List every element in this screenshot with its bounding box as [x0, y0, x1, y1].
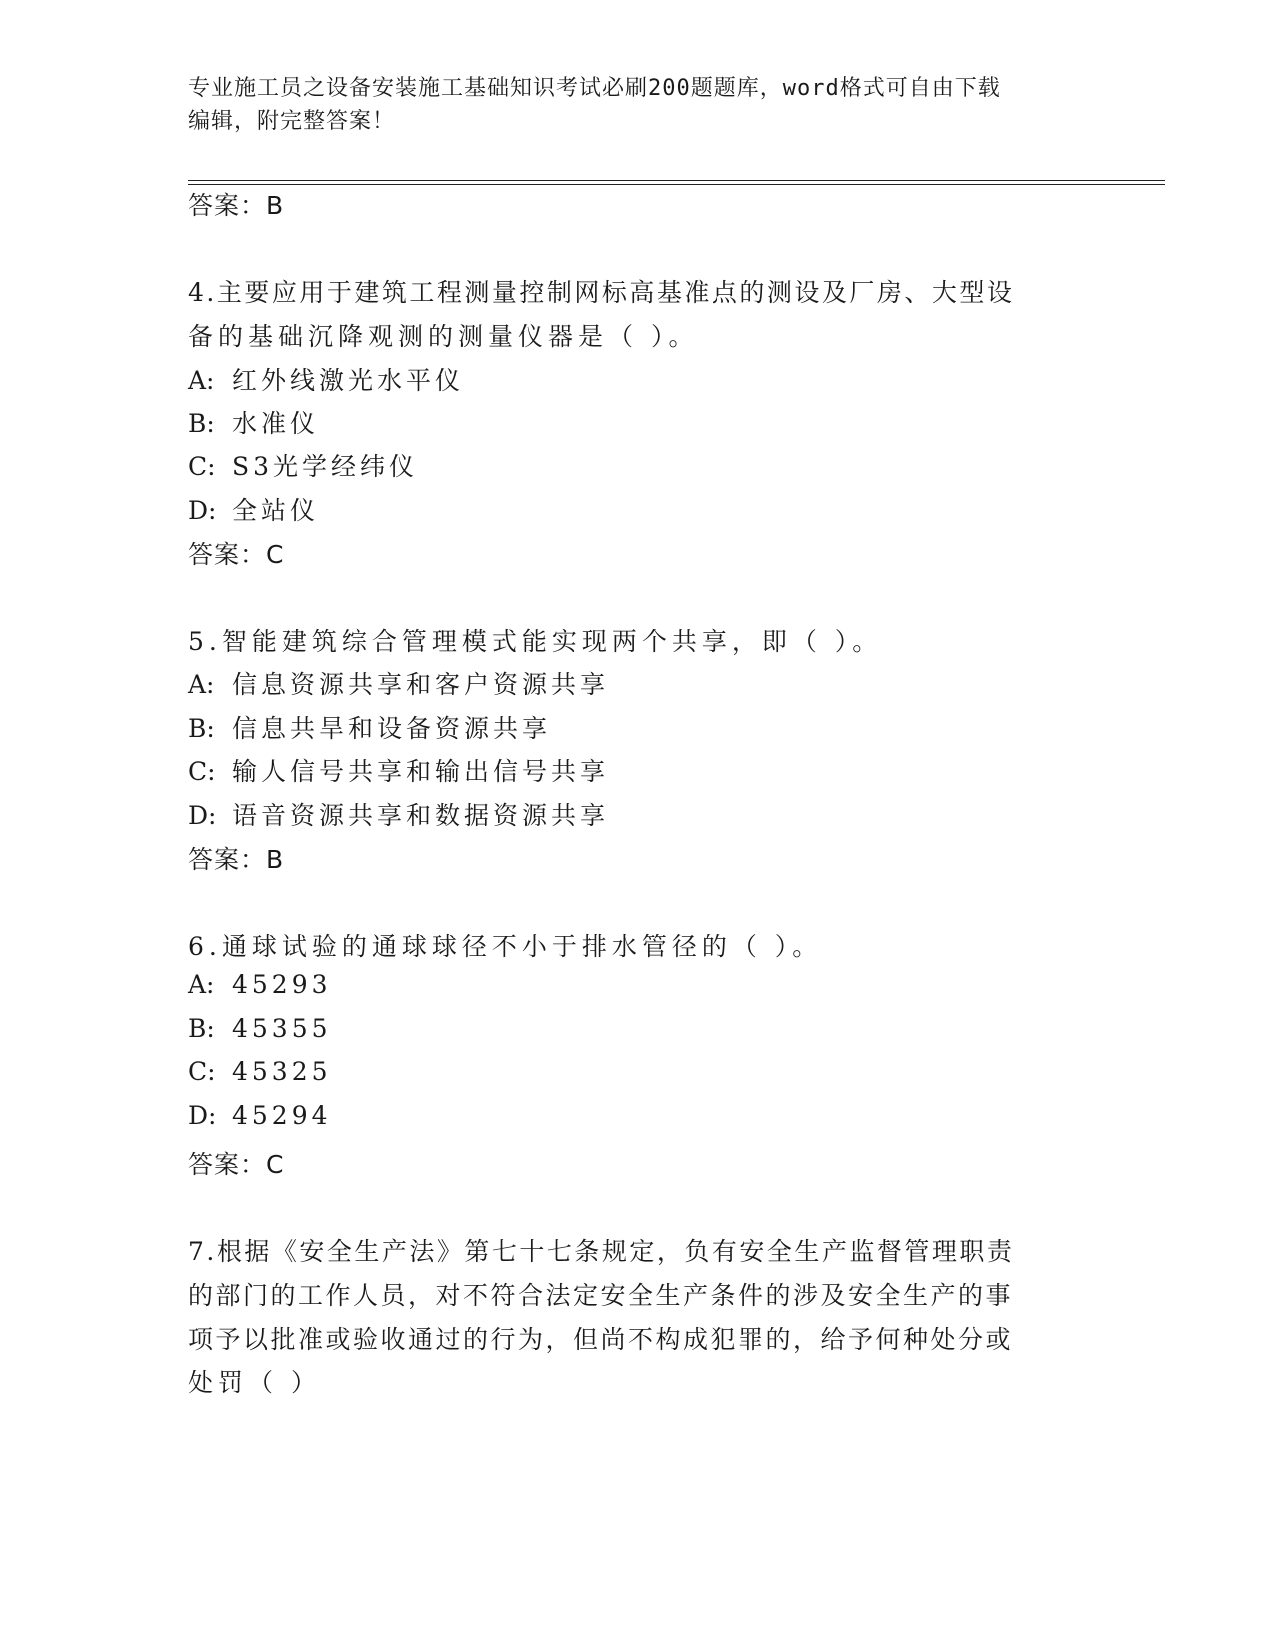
document-header — [188, 72, 1088, 138]
option-text: 45293 — [232, 970, 332, 999]
question-6-option-d — [188, 1101, 332, 1130]
option-key: B: — [188, 409, 215, 438]
question-4-line-1: 4.主要应用于建筑工程测量控制网标高基准点的测设及厂房、大型设 — [188, 278, 1015, 307]
answer-6: 答案：C — [188, 1150, 285, 1179]
question-4-line-2: 备的基础沉降观测的测量仪器是（ ）。 — [188, 322, 699, 351]
option-key: A: — [188, 670, 215, 699]
question-5-option-c — [188, 752, 609, 788]
option-text: S3光学经纬仪 — [232, 452, 419, 481]
question-4-option-b — [188, 404, 319, 440]
option-key: A: — [188, 366, 215, 395]
option-key: D: — [188, 1101, 217, 1130]
option-key: A: — [188, 970, 215, 999]
option-key: B: — [188, 1014, 215, 1043]
question-6-option-c — [188, 1057, 332, 1086]
question-4-option-a — [188, 361, 464, 397]
question-5-option-b — [188, 709, 551, 745]
option-text: 红外线激光水平仪 — [232, 366, 465, 395]
option-key: D: — [188, 496, 217, 525]
option-key: C: — [188, 1057, 216, 1086]
answer-3: 答案：B — [188, 191, 285, 220]
answer-4: 答案：C — [188, 540, 285, 569]
question-6-option-b — [188, 1014, 332, 1043]
option-text: 输人信号共享和输出信号共享 — [232, 757, 610, 786]
question-7-line-1: 7.根据《安全生产法》第七十七条规定，负有安全生产监督管理职责 — [188, 1237, 1015, 1266]
option-text: 水准仪 — [232, 409, 320, 438]
question-7-line-3: 项予以批准或验收通过的行为，但尚不构成犯罪的，给予何种处分或 — [188, 1325, 1014, 1354]
question-6-option-a — [188, 970, 332, 999]
header-divider — [188, 180, 1165, 185]
question-7-line-2: 的部门的工作人员，对不符合法定安全生产条件的涉及安全生产的事 — [188, 1281, 1014, 1310]
question-4-option-d — [188, 491, 319, 527]
option-text: 45355 — [232, 1014, 332, 1043]
option-key: B: — [188, 714, 215, 743]
option-text: 语音资源共享和数据资源共享 — [232, 801, 610, 830]
question-5-option-a — [188, 665, 609, 701]
question-7-line-4: 处罚（ ） — [188, 1368, 321, 1397]
option-key: C: — [188, 452, 216, 481]
option-text: 45325 — [232, 1057, 332, 1086]
header-title-line-2: 编辑，附完整答案！ — [188, 109, 396, 134]
option-text: 信息资源共享和客户资源共享 — [232, 670, 610, 699]
option-key: C: — [188, 757, 216, 786]
question-4-option-c — [188, 447, 418, 483]
header-title-line-1: 专业施工员之设备安装施工基础知识考试必刷200题题库，word格式可自由下载 — [188, 76, 1001, 101]
option-text: 45294 — [232, 1101, 332, 1130]
question-6-line-1: 6.通球试验的通球球径不小于排水管径的（ ）。 — [188, 932, 823, 961]
answer-5: 答案：B — [188, 845, 285, 874]
option-key: D: — [188, 801, 217, 830]
question-5-line-1: 5.智能建筑综合管理模式能实现两个共享，即（ ）。 — [188, 627, 883, 656]
option-text: 全站仪 — [232, 496, 320, 525]
option-text: 信息共旱和设备资源共享 — [232, 714, 552, 743]
question-5-option-d — [188, 796, 609, 832]
